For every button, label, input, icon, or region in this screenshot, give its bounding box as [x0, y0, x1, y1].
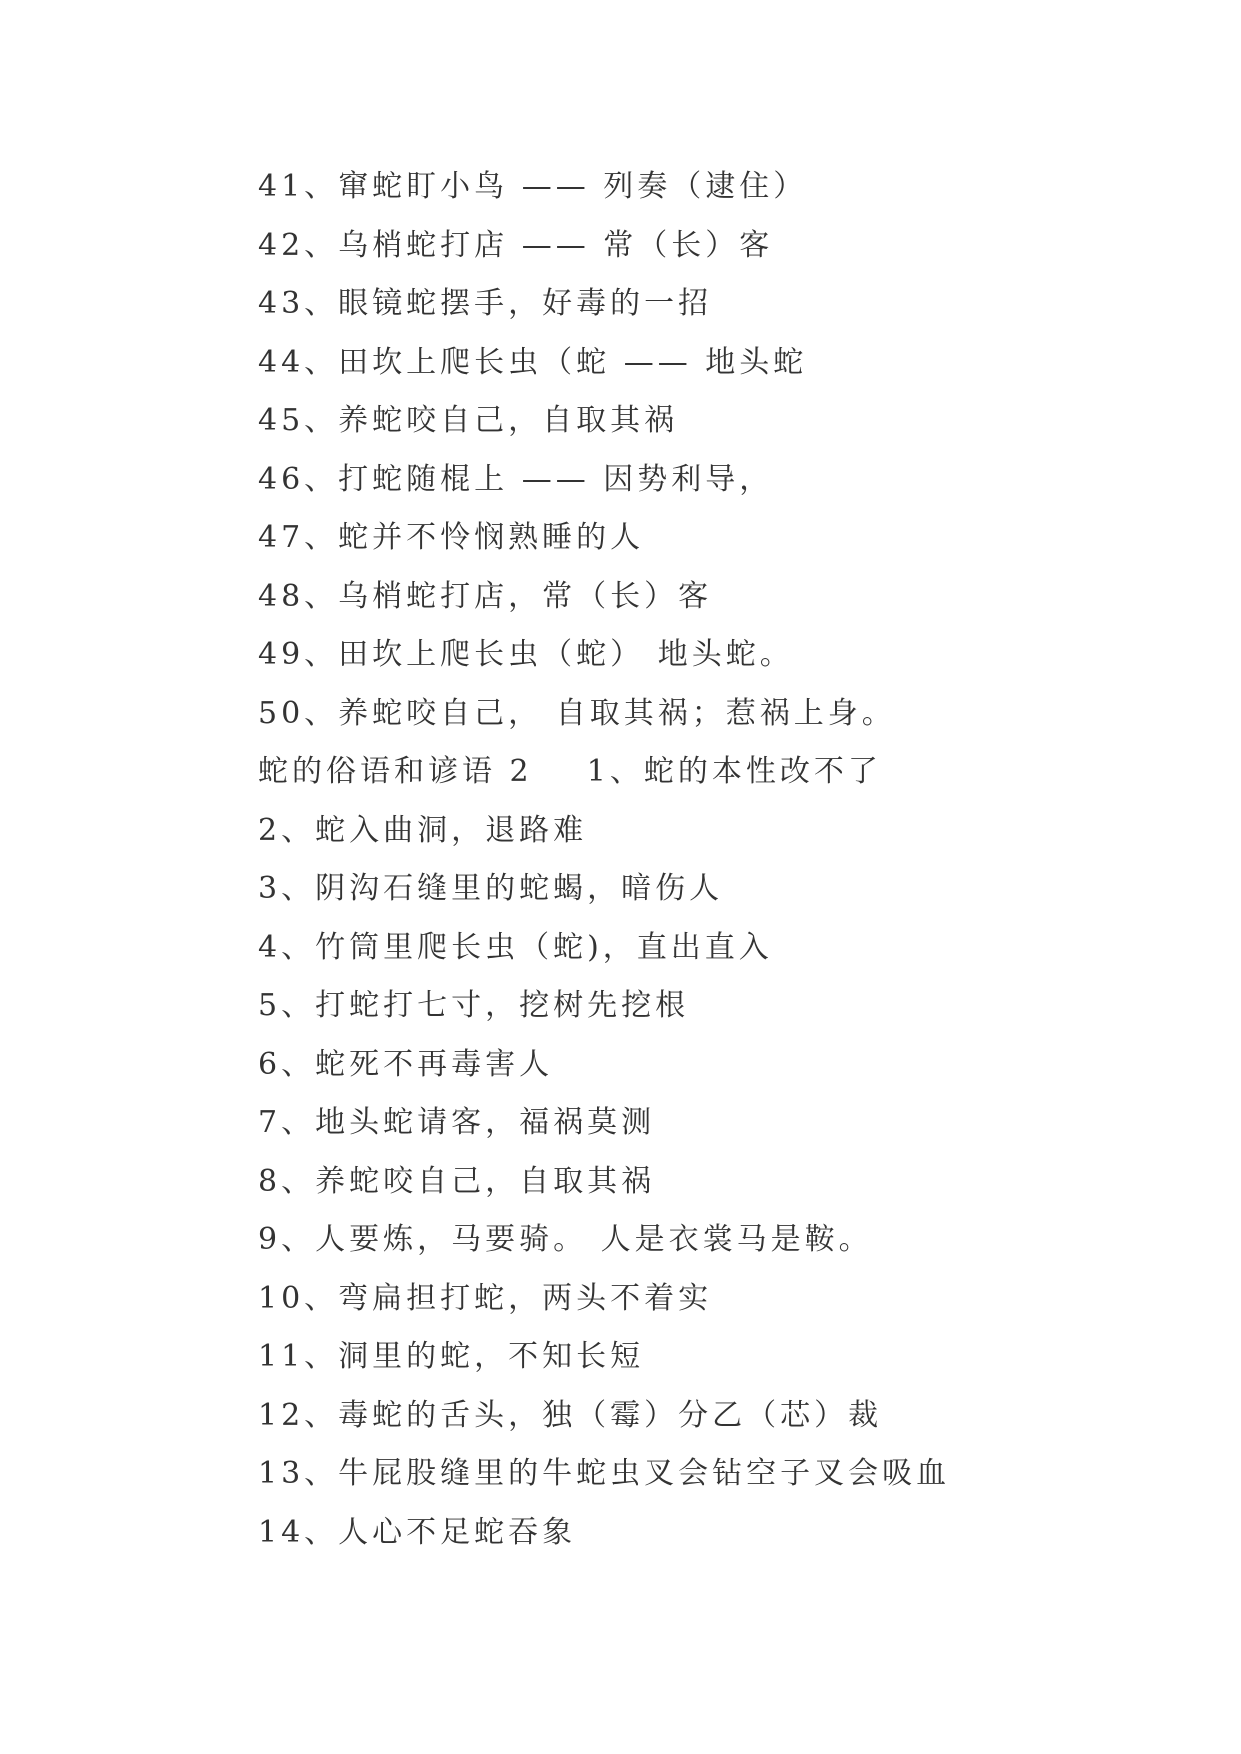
text-line: 46、打蛇随棍上 —— 因势利导， [258, 461, 774, 497]
section-heading-line: 蛇的俗语和谚语 2 1、蛇的本性改不了 [258, 754, 882, 789]
text-line: 4、竹筒里爬长虫（蛇)，直出直入 [258, 929, 773, 965]
text-line: 11、洞里的蛇，不知长短 [258, 1339, 645, 1374]
text-line: 7、地头蛇请客，福祸莫测 [258, 1105, 656, 1140]
text-line: 44、田坎上爬长虫（蛇 —— 地头蛇 [258, 344, 808, 380]
text-line: 10、弯扁担打蛇，两头不着实 [258, 1280, 713, 1316]
text-line: 45、养蛇咬自己，自取其祸 [258, 403, 679, 438]
text-line: 42、乌梢蛇打店 —— 常（长）客 [258, 227, 774, 263]
text-line: 6、蛇死不再毒害人 [258, 1046, 554, 1082]
text-line: 3、阴沟石缝里的蛇蝎，暗伤人 [258, 871, 724, 906]
text-line: 5、打蛇打七寸，挖树先挖根 [258, 988, 690, 1023]
text-line: 13、牛屁股缝里的牛蛇虫叉会钻空子叉会吸血 [258, 1456, 951, 1491]
text-line: 12、毒蛇的舌头，独（霉）分乙（芯）裁 [258, 1397, 883, 1433]
text-line: 9、人要炼，马要骑。 人是衣裳马是鞍。 [258, 1222, 873, 1257]
text-line: 43、眼镜蛇摆手，好毒的一招 [258, 286, 713, 321]
text-line: 2、蛇入曲洞，退路难 [258, 812, 588, 848]
text-line: 48、乌梢蛇打店，常（长）客 [258, 578, 713, 614]
text-line: 41、窜蛇盯小鸟 —— 列奏（逮住） [258, 169, 808, 204]
text-line: 49、田坎上爬长虫（蛇） 地头蛇。 [258, 637, 794, 672]
text-lines [258, 158, 950, 1562]
text-line: 14、人心不足蛇吞象 [258, 1514, 577, 1550]
text-line: 50、养蛇咬自己， 自取其祸；惹祸上身。 [258, 695, 896, 731]
text-line: 47、蛇并不怜悯熟睡的人 [258, 520, 645, 555]
text-line: 8、养蛇咬自己，自取其祸 [258, 1163, 656, 1199]
